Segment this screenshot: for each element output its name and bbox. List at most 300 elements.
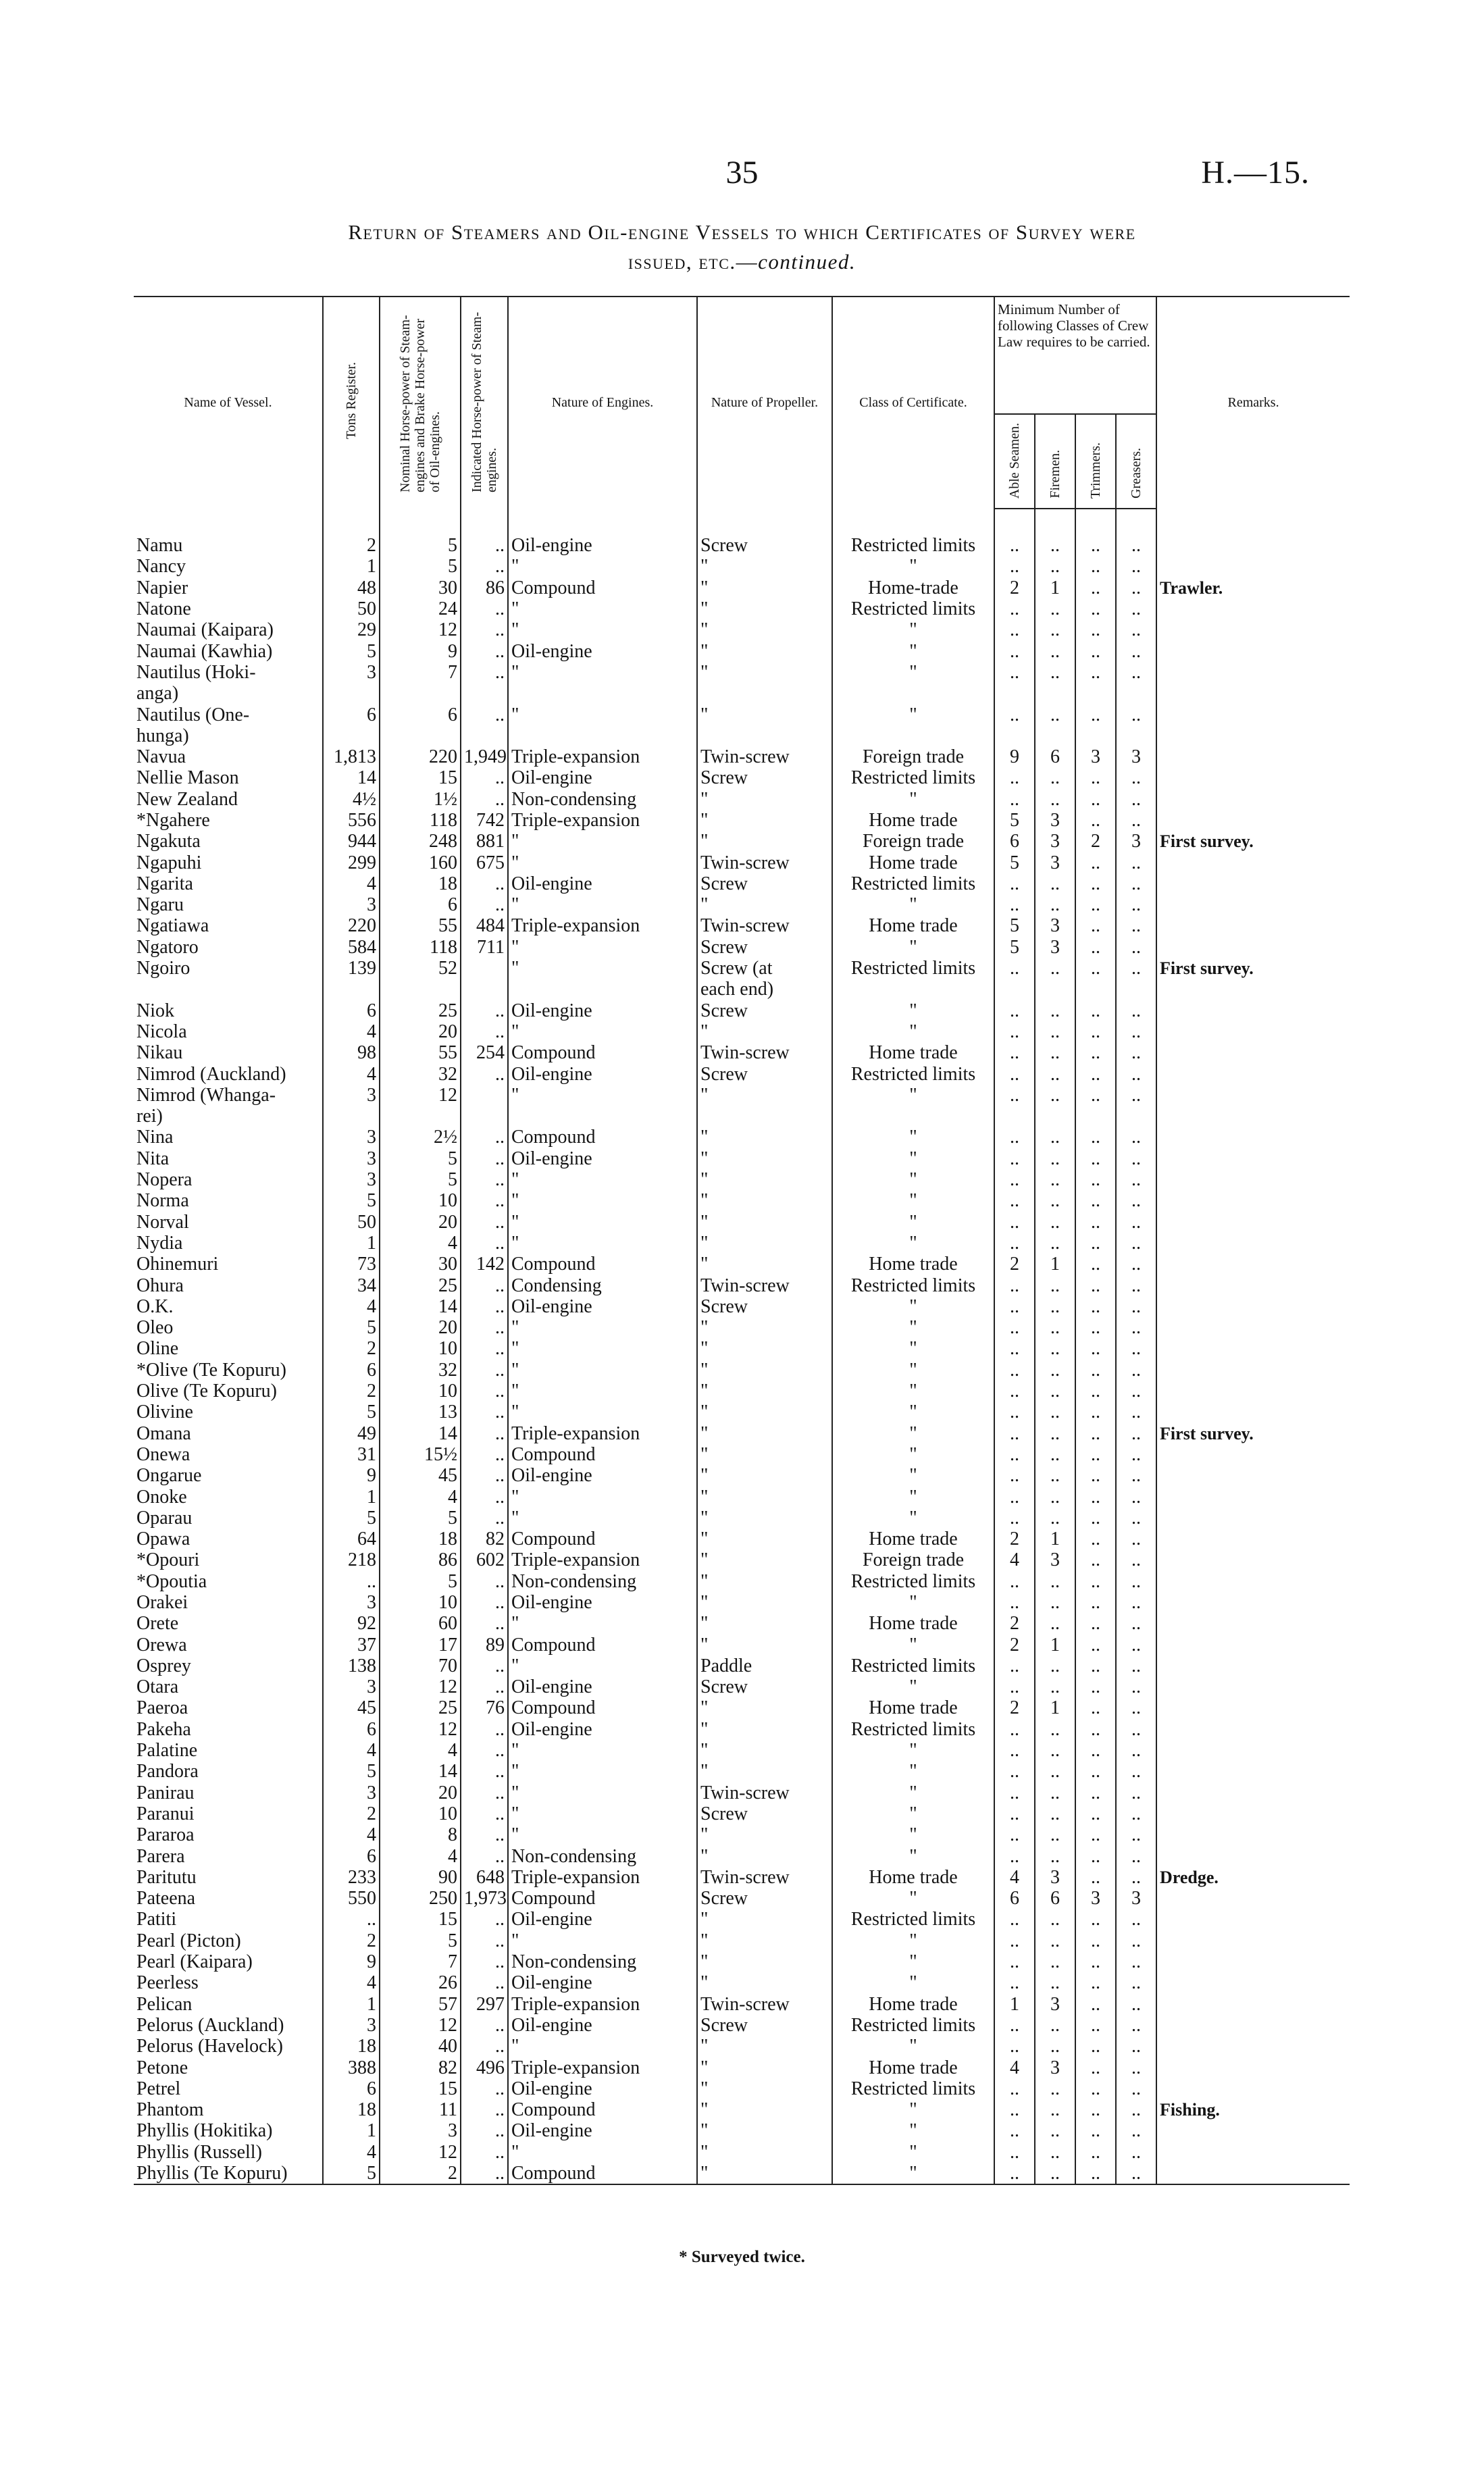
tons-register-cell: 6 [323,1000,380,1021]
indicated-hp-cell [461,683,508,704]
certificate-class-cell: " [832,1845,994,1866]
trimmers-cell: .. [1075,1212,1116,1233]
indicated-hp-cell: 142 [461,1254,508,1275]
able-seamen-cell: .. [994,1148,1035,1169]
nominal-hp-cell: 40 [380,2036,461,2057]
tons-register-cell: 49 [323,1422,380,1443]
tons-register-cell: 5 [323,1761,380,1782]
trimmers-cell: .. [1075,556,1116,577]
trimmers-cell: .. [1075,1486,1116,1507]
remarks-cell [1156,2057,1350,2078]
indicated-hp-cell: .. [461,2015,508,2036]
tons-register-cell: 9 [323,1465,380,1486]
certificate-class-cell: " [832,704,994,725]
certificate-class-cell: Home trade [832,810,994,831]
tons-register-cell: 388 [323,2057,380,2078]
engine-type-cell: Oil-engine [508,1592,697,1613]
vessel-name-cell: Nydia [134,1233,323,1254]
tons-register-cell: 3 [323,1676,380,1697]
table-row [134,767,1350,788]
engine-type-cell: Compound [508,1529,697,1549]
tons-register-cell: 4 [323,2142,380,2163]
indicated-hp-cell: 86 [461,578,508,598]
trimmers-cell: .. [1075,1000,1116,1021]
table-row [134,1254,1350,1275]
propeller-type-cell: Screw [697,873,832,894]
engine-type-cell: " [508,958,697,979]
engine-type-cell: " [508,1761,697,1782]
greasers-cell: .. [1116,2078,1156,2099]
vessel-name-cell: Paranui [134,1803,323,1824]
col-header-tons: Tons Register. [323,297,380,509]
firemen-cell: 3 [1035,831,1075,852]
engine-type-cell: Oil-engine [508,2078,697,2099]
greasers-cell: .. [1116,556,1156,577]
certificate-class-cell: " [832,1824,994,1845]
tons-register-cell: 50 [323,598,380,619]
remarks-cell [1156,1888,1350,1909]
firemen-cell: .. [1035,1127,1075,1148]
trimmers-cell: .. [1075,1867,1116,1888]
propeller-type-cell: " [697,2163,832,2184]
engine-type-cell: " [508,1190,697,1211]
trimmers-cell: .. [1075,2120,1116,2141]
able-seamen-cell: .. [994,789,1035,810]
certificate-class-cell: " [832,1233,994,1254]
certificate-class-cell: " [832,1592,994,1613]
vessel-name-cell: Namu [134,509,323,556]
greasers-cell: .. [1116,1740,1156,1761]
indicated-hp-cell: .. [461,1656,508,1676]
engine-type-cell: Non-condensing [508,1951,697,1972]
table-row [134,1508,1350,1529]
indicated-hp-cell: 297 [461,1993,508,2014]
certificate-class-cell: Home trade [832,1042,994,1063]
indicated-hp-cell: 496 [461,2057,508,2078]
able-seamen-cell [994,725,1035,746]
greasers-cell: .. [1116,1909,1156,1930]
certificate-class-cell: " [832,1338,994,1359]
table-header [134,297,1350,509]
greasers-cell: .. [1116,1697,1156,1718]
able-seamen-cell: .. [994,598,1035,619]
remarks-cell [1156,1063,1350,1084]
tons-register-cell: 6 [323,1719,380,1740]
nominal-hp-cell: 4 [380,1845,461,1866]
vessel-name-cell: Pararoa [134,1824,323,1845]
propeller-type-cell: Screw [697,1803,832,1824]
vessel-name-cell: Nautilus (One- [134,704,323,725]
able-seamen-cell: .. [994,1740,1035,1761]
tons-register-cell: 92 [323,1613,380,1634]
table-row [134,1719,1350,1740]
certificate-class-cell: Foreign trade [832,831,994,852]
certificate-class-cell: Restricted limits [832,1719,994,1740]
nominal-hp-cell: 8 [380,1824,461,1845]
remarks-cell [1156,1296,1350,1317]
remarks-cell [1156,979,1350,1000]
greasers-cell: .. [1116,1000,1156,1021]
engine-type-cell: " [508,619,697,640]
vessel-name-cell: Nimrod (Whanga- [134,1085,323,1106]
engine-type-cell: Triple-expansion [508,915,697,936]
nominal-hp-cell: 26 [380,1972,461,1993]
table-row [134,1697,1350,1718]
greasers-cell: .. [1116,1486,1156,1507]
greasers-cell [1116,725,1156,746]
indicated-hp-cell: .. [461,1592,508,1613]
propeller-type-cell: " [697,894,832,915]
vessel-name-cell: Nimrod (Auckland) [134,1063,323,1084]
table-row [134,1571,1350,1592]
nominal-hp-cell: 15½ [380,1444,461,1465]
engine-type-cell: Triple-expansion [508,1549,697,1570]
firemen-cell: .. [1035,1422,1075,1443]
indicated-hp-cell: 711 [461,937,508,958]
firemen-cell: .. [1035,1317,1075,1338]
nominal-hp-cell: 70 [380,1656,461,1676]
table-row [134,704,1350,725]
remarks-cell [1156,1508,1350,1529]
greasers-cell: .. [1116,1634,1156,1655]
certificate-class-cell: Restricted limits [832,767,994,788]
nominal-hp-cell: 4 [380,1233,461,1254]
firemen-cell: .. [1035,1740,1075,1761]
trimmers-cell: .. [1075,2015,1116,2036]
trimmers-cell: .. [1075,598,1116,619]
certificate-class-cell: Home trade [832,1867,994,1888]
certificate-class-cell: Foreign trade [832,1549,994,1570]
engine-type-cell: Oil-engine [508,1465,697,1486]
indicated-hp-cell: .. [461,509,508,556]
vessel-name-cell: Nautilus (Hoki- [134,662,323,683]
greasers-cell [1116,683,1156,704]
remarks-cell [1156,1571,1350,1592]
trimmers-cell: 3 [1075,746,1116,767]
nominal-hp-cell: 10 [380,1338,461,1359]
tons-register-cell: 29 [323,619,380,640]
vessel-name-cell: Ngakuta [134,831,323,852]
propeller-type-cell: " [697,1719,832,1740]
vessel-name-cell: hunga) [134,725,323,746]
vessel-name-cell: Norma [134,1190,323,1211]
trimmers-cell: .. [1075,1972,1116,1993]
trimmers-cell: .. [1075,1930,1116,1951]
title-line-2 [142,247,1342,277]
engine-type-cell: Oil-engine [508,2120,697,2141]
certificate-class-cell: Home trade [832,1529,994,1549]
firemen-cell: 1 [1035,1697,1075,1718]
vessel-name-cell: Petrel [134,2078,323,2099]
vessel-name-cell: Ohura [134,1275,323,1295]
vessel-name-cell: Phyllis (Te Kopuru) [134,2163,323,2184]
nominal-hp-cell: 9 [380,640,461,661]
remarks-cell [1156,2036,1350,2057]
trimmers-cell [1075,725,1116,746]
certificate-class-cell: Home trade [832,1613,994,1634]
propeller-type-cell: " [697,1634,832,1655]
indicated-hp-cell: 254 [461,1042,508,1063]
vessel-name-cell: Palatine [134,1740,323,1761]
trimmers-cell: .. [1075,1063,1116,1084]
remarks-cell [1156,1740,1350,1761]
propeller-type-cell: " [697,2099,832,2120]
tons-register-cell: 4½ [323,789,380,810]
propeller-type-cell: " [697,831,832,852]
table-row [134,810,1350,831]
certificate-class-cell: " [832,1676,994,1697]
propeller-type-cell: Twin-screw [697,1042,832,1063]
able-seamen-cell: .. [994,1381,1035,1402]
nominal-hp-cell: 55 [380,915,461,936]
remarks-cell [1156,1697,1350,1718]
firemen-cell: .. [1035,1951,1075,1972]
tons-register-cell: 1 [323,1993,380,2014]
able-seamen-cell: .. [994,1782,1035,1803]
certificate-class-cell: Foreign trade [832,746,994,767]
propeller-type-cell: " [697,1592,832,1613]
nominal-hp-cell: 14 [380,1761,461,1782]
trimmers-cell: .. [1075,1697,1116,1718]
engine-type-cell: Oil-engine [508,873,697,894]
table-row [134,725,1350,746]
certificate-class-cell: " [832,2142,994,2163]
firemen-cell: .. [1035,509,1075,556]
page-number: 35 [725,155,759,190]
remarks-cell [1156,1465,1350,1486]
table-row [134,1634,1350,1655]
tons-register-cell: 4 [323,1021,380,1042]
vessel-name-cell: Pelican [134,1993,323,2014]
able-seamen-cell: .. [994,1571,1035,1592]
vessel-name-cell: Naumai (Kawhia) [134,640,323,661]
remarks-cell [1156,1148,1350,1169]
table-row [134,1402,1350,1422]
table-row [134,789,1350,810]
engine-type-cell: Compound [508,578,697,598]
engine-type-cell: Condensing [508,1275,697,1295]
propeller-type-cell: " [697,1465,832,1486]
remarks-cell [1156,640,1350,661]
engine-type-cell: Non-condensing [508,789,697,810]
propeller-type-cell: Twin-screw [697,1782,832,1803]
remarks-cell [1156,1127,1350,1148]
nominal-hp-cell: 5 [380,509,461,556]
indicated-hp-cell: 675 [461,852,508,873]
indicated-hp-cell: .. [461,1782,508,1803]
engine-type-cell: " [508,1233,697,1254]
tons-register-cell: 5 [323,640,380,661]
firemen-cell: .. [1035,1360,1075,1381]
nominal-hp-cell [380,979,461,1000]
firemen-cell: .. [1035,1782,1075,1803]
engine-type-cell: Compound [508,1042,697,1063]
propeller-type-cell: " [697,1402,832,1422]
able-seamen-cell: .. [994,1719,1035,1740]
tons-register-cell: 139 [323,958,380,979]
propeller-type-cell: " [697,1909,832,1930]
nominal-hp-cell: 90 [380,1867,461,1888]
remarks-cell [1156,1317,1350,1338]
certificate-class-cell: Restricted limits [832,1909,994,1930]
tons-register-cell: 50 [323,1212,380,1233]
trimmers-cell: .. [1075,578,1116,598]
table-row [134,979,1350,1000]
vessel-name-cell: Onoke [134,1486,323,1507]
tons-register-cell: 18 [323,2099,380,2120]
vessel-name-cell: Otara [134,1676,323,1697]
firemen-cell: .. [1035,1592,1075,1613]
vessel-name-cell: Opawa [134,1529,323,1549]
nominal-hp-cell: 220 [380,746,461,767]
nominal-hp-cell: 10 [380,1803,461,1824]
tons-register-cell: 48 [323,578,380,598]
engine-type-cell: " [508,1740,697,1761]
engine-type-cell [508,725,697,746]
propeller-type-cell: Screw [697,1296,832,1317]
propeller-type-cell: Twin-screw [697,746,832,767]
nominal-hp-cell: 32 [380,1063,461,1084]
table-row [134,1993,1350,2014]
engine-type-cell: Triple-expansion [508,1422,697,1443]
propeller-type-cell: " [697,1972,832,1993]
indicated-hp-cell: .. [461,1021,508,1042]
indicated-hp-cell: .. [461,1571,508,1592]
tons-register-cell: 218 [323,1549,380,1570]
remarks-cell [1156,704,1350,725]
trimmers-cell: .. [1075,1951,1116,1972]
vessel-name-cell: Nellie Mason [134,767,323,788]
tons-register-cell: 5 [323,1190,380,1211]
footnote: * Surveyed twice. [679,2248,805,2266]
greasers-cell: .. [1116,1212,1156,1233]
remarks-cell [1156,1444,1350,1465]
certificate-class-cell: Restricted limits [832,1063,994,1084]
remarks-cell [1156,1592,1350,1613]
vessel-name-cell: Norval [134,1212,323,1233]
certificate-class-cell: Restricted limits [832,1571,994,1592]
vessel-name-cell: Napier [134,578,323,598]
remarks-cell [1156,1042,1350,1063]
greasers-cell: .. [1116,1972,1156,1993]
greasers-cell: .. [1116,1592,1156,1613]
propeller-type-cell [697,1106,832,1127]
indicated-hp-cell: .. [461,1381,508,1402]
propeller-type-cell: " [697,1486,832,1507]
tons-register-cell: 5 [323,1508,380,1529]
engine-type-cell: Oil-engine [508,1972,697,1993]
nominal-hp-cell: 15 [380,2078,461,2099]
greasers-cell: .. [1116,1549,1156,1570]
table-row [134,1909,1350,1930]
able-seamen-cell: .. [994,640,1035,661]
propeller-type-cell: " [697,1529,832,1549]
vessel-name-cell: Nikau [134,1042,323,1063]
table-row [134,1127,1350,1148]
nominal-hp-cell: 12 [380,2015,461,2036]
tons-register-cell: 31 [323,1444,380,1465]
able-seamen-cell: .. [994,1422,1035,1443]
able-seamen-cell: .. [994,1444,1035,1465]
able-seamen-cell: .. [994,958,1035,979]
engine-type-cell: " [508,1085,697,1106]
tons-register-cell: 584 [323,937,380,958]
vessel-name-cell: Olive (Te Kopuru) [134,1381,323,1402]
trimmers-cell: .. [1075,1740,1116,1761]
propeller-type-cell: " [697,1190,832,1211]
remarks-cell [1156,509,1350,556]
greasers-cell: .. [1116,852,1156,873]
propeller-type-cell: Twin-screw [697,915,832,936]
indicated-hp-cell: .. [461,556,508,577]
propeller-type-cell: Screw [697,937,832,958]
table-row [134,1845,1350,1866]
tons-register-cell: 73 [323,1254,380,1275]
nominal-hp-cell [380,1106,461,1127]
certificate-class-cell: " [832,1972,994,1993]
propeller-type-cell: " [697,810,832,831]
firemen-cell: .. [1035,704,1075,725]
tons-register-cell: 1 [323,2120,380,2141]
table-row [134,1465,1350,1486]
certificate-class-cell: " [832,1360,994,1381]
engine-type-cell: " [508,2142,697,2163]
nominal-hp-cell: 1½ [380,789,461,810]
certificate-class-cell: " [832,640,994,661]
firemen-cell: .. [1035,1930,1075,1951]
table-row [134,1190,1350,1211]
trimmers-cell: .. [1075,1782,1116,1803]
tons-register-cell: 6 [323,2078,380,2099]
col-header-firemen: Firemen. [1035,414,1075,509]
firemen-cell: .. [1035,1296,1075,1317]
remarks-cell [1156,1190,1350,1211]
table-row [134,1803,1350,1824]
tons-register-cell: 220 [323,915,380,936]
tons-register-cell: 2 [323,1381,380,1402]
firemen-cell: .. [1035,2015,1075,2036]
engine-type-cell: Non-condensing [508,1571,697,1592]
remarks-cell [1156,1275,1350,1295]
table-row [134,852,1350,873]
able-seamen-cell: .. [994,2036,1035,2057]
indicated-hp-cell: .. [461,1296,508,1317]
tons-register-cell: 1 [323,1233,380,1254]
remarks-cell [1156,1486,1350,1507]
nominal-hp-cell: 20 [380,1782,461,1803]
firemen-cell: .. [1035,662,1075,683]
greasers-cell: .. [1116,810,1156,831]
tons-register-cell: 299 [323,852,380,873]
firemen-cell: .. [1035,1169,1075,1190]
tons-register-cell: 3 [323,1127,380,1148]
remarks-cell [1156,2142,1350,2163]
nominal-hp-cell: 5 [380,556,461,577]
remarks-cell [1156,1845,1350,1866]
tons-register-cell: 5 [323,1317,380,1338]
greasers-cell: .. [1116,2015,1156,2036]
able-seamen-cell [994,1106,1035,1127]
indicated-hp-cell: 648 [461,1867,508,1888]
indicated-hp-cell: .. [461,1233,508,1254]
table-row [134,1317,1350,1338]
engine-type-cell: Oil-engine [508,2015,697,2036]
able-seamen-cell: .. [994,1676,1035,1697]
tons-register-cell: 64 [323,1529,380,1549]
engine-type-cell: " [508,1824,697,1845]
indicated-hp-cell: 484 [461,915,508,936]
title-line-2-text: issued, etc.— [628,250,759,274]
